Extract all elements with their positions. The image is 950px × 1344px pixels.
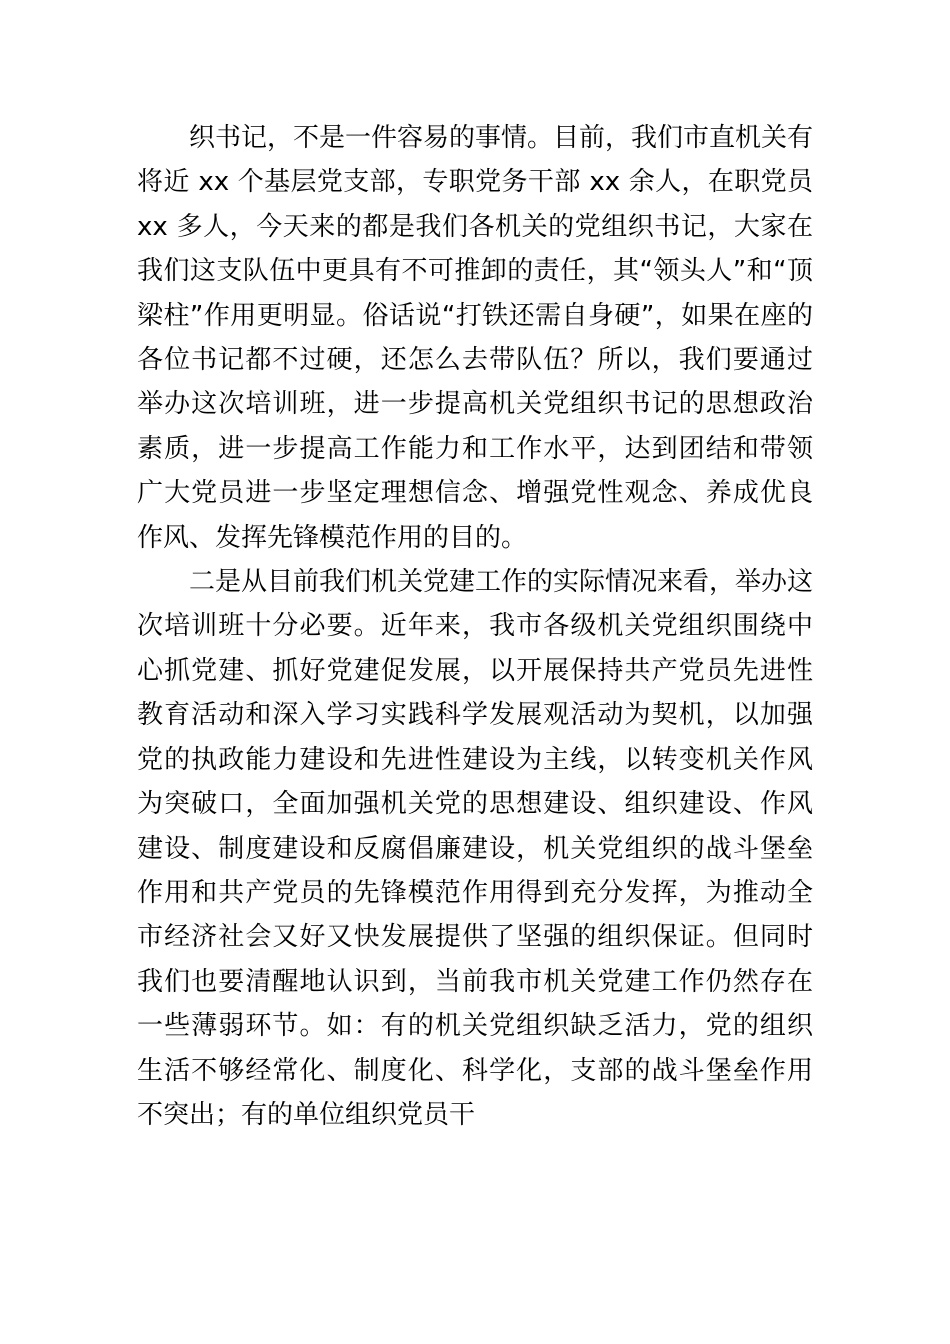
document-body	[137, 116, 813, 1137]
text-line: 次培训班十分必要。近年来，我市各级机关党组织围绕中	[137, 611, 813, 642]
text-line: 作用和共产党员的先锋模范作用得到充分发挥，为推动全	[137, 877, 813, 908]
text-line: 织书记，不是一件容易的事情。目前，我们市直机关有	[189, 123, 814, 153]
text-line: 我们这支队伍中更具有不可推卸的责任，其“领头人”和“顶	[137, 256, 813, 287]
text-line: 作风、发挥先锋模范作用的目的。	[137, 522, 528, 553]
text-line: 举办这次培训班，进一步提高机关党组织书记的思想政治	[137, 389, 813, 420]
text-line: 广大党员进一步坚定理想信念、增强党性观念、养成优良	[137, 478, 813, 509]
text-line: 梁柱”作用更明显。俗话说“打铁还需自身硬”，如果在座的	[137, 300, 813, 331]
text-line: 各位书记都不过硬，还怎么去带队伍？所以，我们要通过	[137, 345, 813, 376]
text-line: 教育活动和深入学习实践科学发展观活动为契机，以加强	[137, 700, 813, 731]
text-line: 建设、制度建设和反腐倡廉建设，机关党组织的战斗堡垒	[137, 833, 813, 864]
text-line: 素质，进一步提高工作能力和工作水平，达到团结和带领	[137, 433, 813, 464]
text-line: 生活不够经常化、制度化、科学化，支部的战斗堡垒作用	[137, 1055, 813, 1086]
text-line: 为突破口，全面加强机关党的思想建设、组织建设、作风	[137, 789, 813, 820]
text-line: 二是从目前我们机关党建工作的实际情况来看，举办这	[189, 567, 814, 598]
text-line: 一些薄弱环节。如：有的机关党组织缺乏活力，党的组织	[137, 1011, 813, 1042]
text-line: 党的执政能力建设和先进性建设为主线，以转变机关作风	[137, 744, 813, 775]
text-line: 不突出；有的单位组织党员干	[137, 1099, 476, 1130]
text-line: 将近 xx 个基层党支部，专职党务干部 xx 余人，在职党员	[137, 167, 813, 198]
text-line: xx 多人，今天来的都是我们各机关的党组织书记，大家在	[137, 211, 813, 242]
text-line: 我们也要清醒地认识到，当前我市机关党建工作仍然存在	[137, 966, 813, 997]
text-line: 心抓党建、抓好党建促发展，以开展保持共产党员先进性	[137, 655, 813, 686]
text-line: 市经济社会又好又快发展提供了坚强的组织保证。但同时	[137, 922, 813, 953]
